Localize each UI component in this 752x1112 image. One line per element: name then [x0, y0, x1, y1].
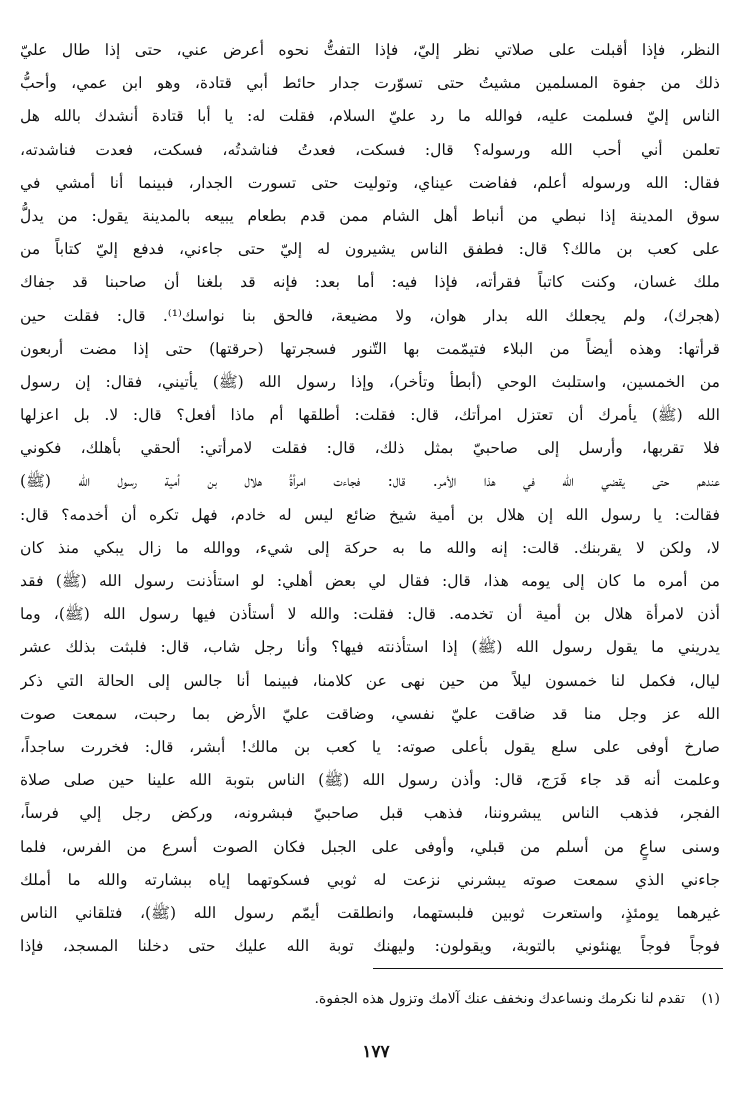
text-line: جاءني الذي سمعت صوته يبشرني نزعت له ثوبي فسكوتهما إياه ببشارته والله ما أملك — [20, 870, 720, 889]
footnote-separator — [373, 968, 723, 969]
text-line: على كعب بن مالك؟ قال: فطفق الناس يشيرون له إليّ حتى جاءني، فدفع إليّ كتاباً من — [20, 240, 720, 259]
text-line: قرأتها: وهذه أيضاً من البلاء فتيمّمت بها التّنور فسجرتها (حرقتها) حتى إذا مضت أربعون — [20, 339, 720, 358]
text-line: تعلمن أني أحب الله ورسوله؟ قال: فسكت، فعدتُ فناشدتُه، فسكت، فعدت فناشدته، — [20, 140, 720, 159]
text-line: الله عز وجل منا قد ضاقت عليّ نفسي، وضاقت عليّ الأرض بما رحبت، سمعت صوت — [20, 704, 720, 723]
text-line: أذن لامرأة هلال بن أمية أن تخدمه. قال: فقلت: والله لا أستأذن فيها رسول الله (ﷺ)، وما — [20, 605, 720, 624]
main-text-block — [20, 34, 720, 963]
text-line: سوق المدينة إذا نبطي من أنباط أهل الشام ممن قدم بطعام يبيعه بالمدينة يقول: من يدلُّ — [20, 206, 720, 225]
text-line: من الخمسين، واستلبث الوحي (أبطأ وتأخر)، وإذا رسول الله (ﷺ) يأتيني، فقال: إن رسول — [20, 372, 720, 391]
text-line: وعلمت أنه قد جاء فَرَج، قال: وأذن رسول الله (ﷺ) الناس بتوبة الله علينا حين صلى صلاة — [20, 771, 720, 790]
text-line: ذلك من جفوة المسلمين مشيتُ حتى تسوّرت جدار حائط أبي قتادة، وهو ابن عمي، وأحبُّ — [20, 74, 720, 93]
text-line: من أمره ما كان إلى يومه هذا، قال: فقال لي بعض أهلي: لو استأذنت رسول الله (ﷺ) فقد — [20, 572, 720, 590]
text-line: فقال: الله ورسوله أعلم، ففاضت عيناي، وتوليت حتى تسورت الجدار، فبينما أنا أمشي في — [20, 173, 720, 192]
text-line: الله (ﷺ) يأمرك أن تعتزل امرأتك، قال: فقلت: أطلقها أم ماذا أفعل؟ قال: لا. بل اعزلها — [20, 406, 720, 425]
page-number: ١٧٧ — [362, 1042, 390, 1062]
text-line: فلا تقربها، وأرسل إلى صاحبيّ بمثل ذلك، قال: فقلت لامرأتي: ألحقي بأهلك، فكوني — [20, 439, 720, 458]
text-line: وسنى ساعٍ من أسلم من قبلي، وأوفى على الجبل فكان الصوت أسرع من الفرس، فلما — [20, 837, 720, 856]
footnote-marker: (١) — [701, 991, 720, 1007]
text-line: يدريني ما يقول رسول الله (ﷺ) إذا استأذنته فيها؟ وأنا رجل شاب، قال: فلبثت بذلك عشر — [20, 638, 720, 657]
text-line: الفجر، فذهب الناس يبشروننا، فذهب قبل صاحبيّ فبشرونه، وركض رجل إلي فرساً، — [20, 804, 720, 823]
footnote-text: تقدم لنا نكرمك ونساعدك ونخفف عنك آلامك وتزول هذه الجفوة. — [314, 991, 686, 1007]
text-line: النظر، فإذا أقبلت على صلاتي نظر إليّ، فإذا التفتُّ نحوه أعرض عني، حتى إذا طال عليّ — [20, 41, 720, 59]
text-line: فقالت: يا رسول الله إن هلال بن أمية شيخ ضائع ليس له خادم، فهل تكره أن أخدمه؟ قال: — [20, 505, 720, 524]
text-line: الناس إليّ فسلمت عليه، فوالله ما رد عليّ السلام، فقلت له: يا أبا قتادة أنشدك بالله هل — [20, 107, 720, 126]
text-line: (هجرك)، ولم يجعلك الله بدار هوان، ولا مضيعة، فالحق بنا نواسك⁽¹⁾. قال: فقلت حين — [20, 306, 720, 325]
text-line: عندهم حتى يقضي الله في هذا الأمر. قال: فجاءت امرأةُ هلال بن أمية رسول الله (ﷺ) — [20, 472, 720, 491]
footnote — [20, 987, 720, 1011]
text-line: فوجاً فوجاً يهنئوني بالتوبة، ويقولون: وليهنك توبة الله عليك حتى دخلنا المسجد، فإذا — [20, 937, 720, 956]
text-line: ملك غسان، وكنت كاتباً فقرأته، فإذا فيه: أما بعد: فإنه قد بلغنا أن صاحبنا قد جفاك — [20, 273, 720, 292]
text-line: غيرهما يومئذٍ، واستعرت ثوبين فلبستهما، وانطلقت أيمّم رسول الله (ﷺ)، فتلقاني الناس — [20, 903, 720, 922]
text-line: صارخ أوفى على سلع يقول بأعلى صوته: يا كعب بن مالك! أبشر، قال: فخررت ساجداً، — [20, 737, 720, 756]
text-line: لا، ولكن لا يقربنك. قالت: إنه والله ما به حركة إلى شيء، ووالله ما زال يبكي منذ كان — [20, 538, 720, 557]
text-line: ليال، فكمل لنا خمسون ليلاً من حين نهى عن كلامنا، فبينما أنا جالس إلى الحالة التي ذكر — [20, 671, 720, 690]
